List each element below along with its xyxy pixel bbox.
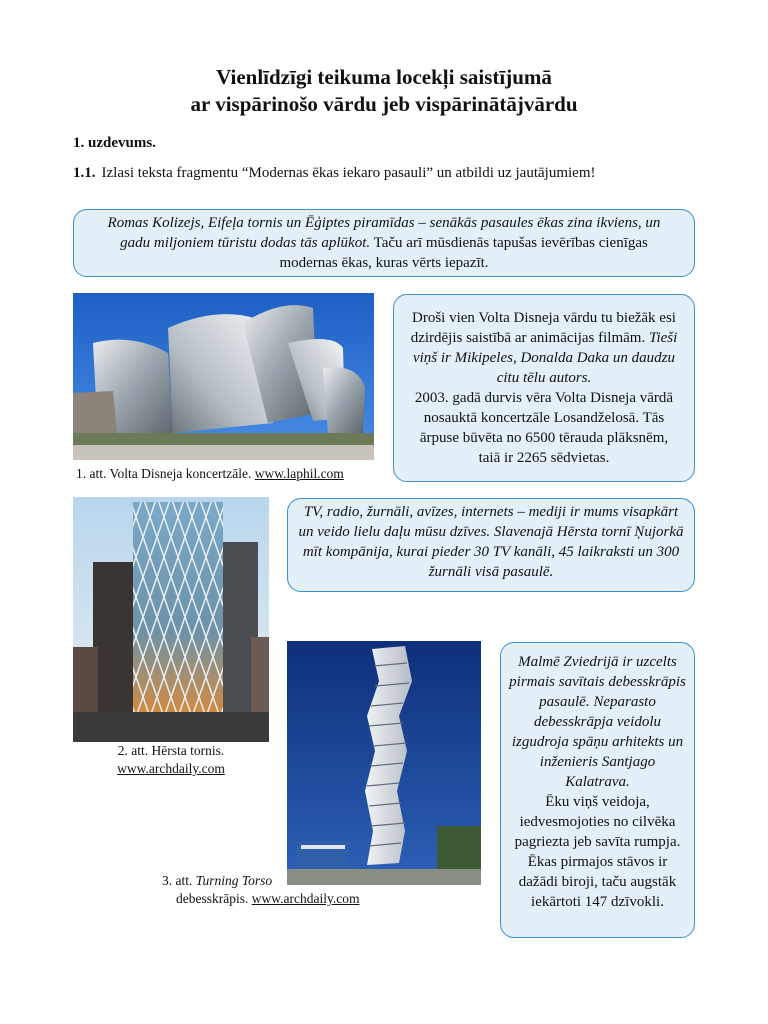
instruction-text: Izlasi teksta fragmentu “Modernas ēkas iekaro pasauli” un atbildi uz jautājumiem! [101,165,596,181]
figure-2-text: 2. att. Hērsta tornis. [117,743,225,758]
task-instruction [73,165,713,182]
title-line-1: Vienlīdzīgi teikuma locekļi saistījumā [216,65,552,89]
item-number: 1.1. [73,165,96,181]
title-line-2: ar vispārinošo vārdu jeb vispārinātājvārdu [190,92,578,116]
figure-2-caption [73,742,269,778]
hearst-tower-photo [73,497,269,742]
media-italic-text: TV, radio, žurnāli, avīzes, internets – mediji ir mums visapkārt un veido lielu daļu mūsu dzīves. Slavenajā Hērsta tornī Ņujorkā mīt kompānija, kurai pieder 30 TV kanāli, 45 laikraksti un 300 žurnāli visā pasaulē. [298,504,684,580]
figure-1-text: 1. att. Volta Disneja koncertzāle. [76,466,255,481]
page-title [0,64,768,118]
figure-3-prefix: 3. att. [162,873,196,888]
disney-text-box [393,294,695,482]
figure-1-caption [76,465,344,483]
media-text-box [287,498,695,592]
figure-3-link[interactable]: www.archdaily.com [251,891,360,906]
disney-normal-text-1: Droši vien Volta Disneja vārdu tu biežāk esi dzirdējis saistībā ar animācijas filmām. [410,310,676,346]
disney-italic-text: Tieši viņš ir Mikipeles, Donalda Daka un daudzu citu tēlu autors. [412,330,678,386]
turning-torso-photo [287,641,481,885]
disney-normal-text-2: 2003. gadā durvis vēra Volta Disneja vārdā nosauktā koncertzāle Losandželosā. Tās ārpuse būvēta no 6500 tērauda plāksnēm, taiā ir 2265 sēdvietas. [414,390,674,466]
torso-italic-text: Malmē Zviedrijā ir uzcelts pirmais savītais debesskrāpis pasaulē. Neparasto debesskrāpja veidolu izgudroja spāņu arhitekts un inženieris Santjago Kalatrava. [509,654,686,790]
torso-normal-text: Ēku viņš veidoja, iedvesmojoties no cilvēka pagriezta jeb savīta rumpja. Ēkas pirmajos stāvos ir dažādi biroji, taču augstāk iekārtoti 147 dzīvokli. [514,794,681,910]
torso-text-box [500,642,695,938]
figure-3-text: debesskrāpis. [176,891,252,906]
figure-2-link[interactable]: www.archdaily.com [117,761,225,776]
disney-concert-hall-photo [73,293,374,460]
figure-3-caption [160,872,390,908]
intro-text-box [73,209,695,277]
figure-1-link[interactable]: www.laphil.com [254,466,344,481]
figure-3-italic: Turning Torso [195,873,273,888]
task-heading: 1. uzdevums. [73,135,156,151]
intro-normal-text: Taču arī mūsdienās tapušas ievērības cienīgas modernas ēkas, kuras vērts iepazīt. [279,235,648,271]
intro-italic-text: Romas Kolizejs, Eifeļa tornis un Ēģiptes piramīdas – senākās pasaules ēkas zina ikviens, un gadu miljoniem tūristu dodas tās aplūkot. [107,215,661,251]
